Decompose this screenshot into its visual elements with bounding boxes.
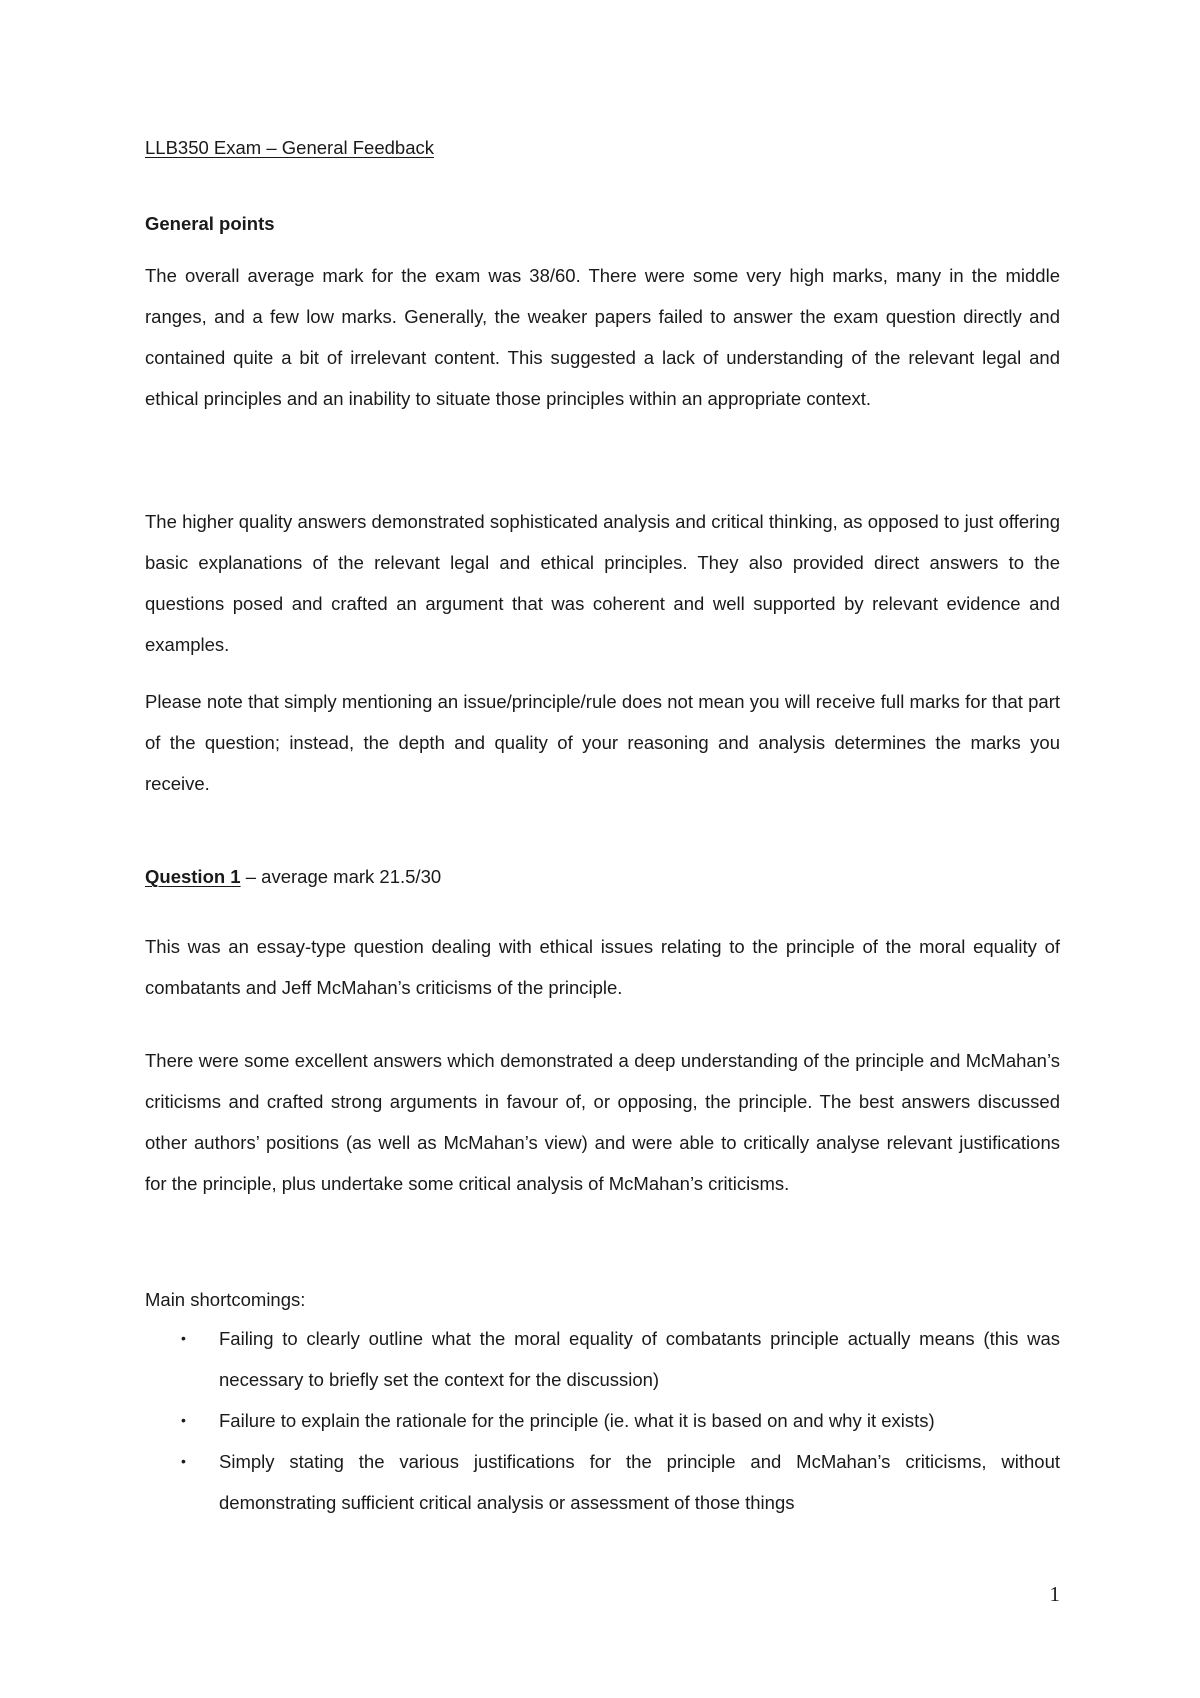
general-paragraph-3: Please note that simply mentioning an issue/principle/rule does not mean you will receive full marks for that part of the question; instead, the depth and quality of your reasoning and analysis determines the marks you receive. [145,691,1060,794]
shortcomings-heading: Main shortcomings: [145,1289,306,1310]
list-item [145,1318,1060,1400]
question-1-intro: This was an essay-type question dealing with ethical issues relating to the principle of the moral equality of combatants and Jeff McMahan’s criticisms of the principle. [145,936,1060,998]
shortcoming-text: Failing to clearly outline what the moral equality of combatants principle actually means (this was necessary to briefly set the context for the discussion) [219,1328,1060,1390]
shortcomings-list [145,1318,1060,1523]
general-paragraph-2: The higher quality answers demonstrated sophisticated analysis and critical thinking, as opposed to just offering basic explanations of the relevant legal and ethical principles. They also provided direct answers to the questions posed and crafted an argument that was coherent and well supported by relevant evidence and examples. [145,511,1060,655]
bullet-icon: • [181,1330,186,1346]
bullet-icon: • [181,1412,186,1428]
question-1-heading [145,863,1060,891]
question-1-average: – average mark 21.5/30 [245,866,442,887]
general-paragraph-1: The overall average mark for the exam was 38/60. There were some very high marks, many in the middle ranges, and a few low marks. Generally, the weaker papers failed to answer the exam question directly and contained quite a bit of irrelevant content. This suggested a lack of understanding of the relevant legal and ethical principles and an inability to situate those principles within an appropriate context. [145,265,1060,409]
question-1-excellent-answers: There were some excellent answers which demonstrated a deep understanding of the principle and McMahan’s criticisms and crafted strong arguments in favour of, or opposing, the principle. The best answers discussed other authors’ positions (as well as McMahan’s view) and were able to critically analyse relevant justifications for the principle, plus undertake some critical analysis of McMahan’s criticisms. [145,1050,1060,1194]
list-item [145,1441,1060,1523]
document-title: LLB350 Exam – General Feedback [145,137,434,158]
general-points-heading: General points [145,213,275,234]
shortcoming-text: Failure to explain the rationale for the principle (ie. what it is based on and why it exists) [219,1410,935,1431]
page-number: 1 [1049,1582,1060,1606]
question-1-label: Question 1 [145,866,241,887]
shortcoming-text: Simply stating the various justifications for the principle and McMahan’s criticisms, without demonstrating sufficient critical analysis or assessment of those things [219,1451,1060,1513]
bullet-icon: • [181,1453,186,1469]
list-item [145,1400,1060,1441]
